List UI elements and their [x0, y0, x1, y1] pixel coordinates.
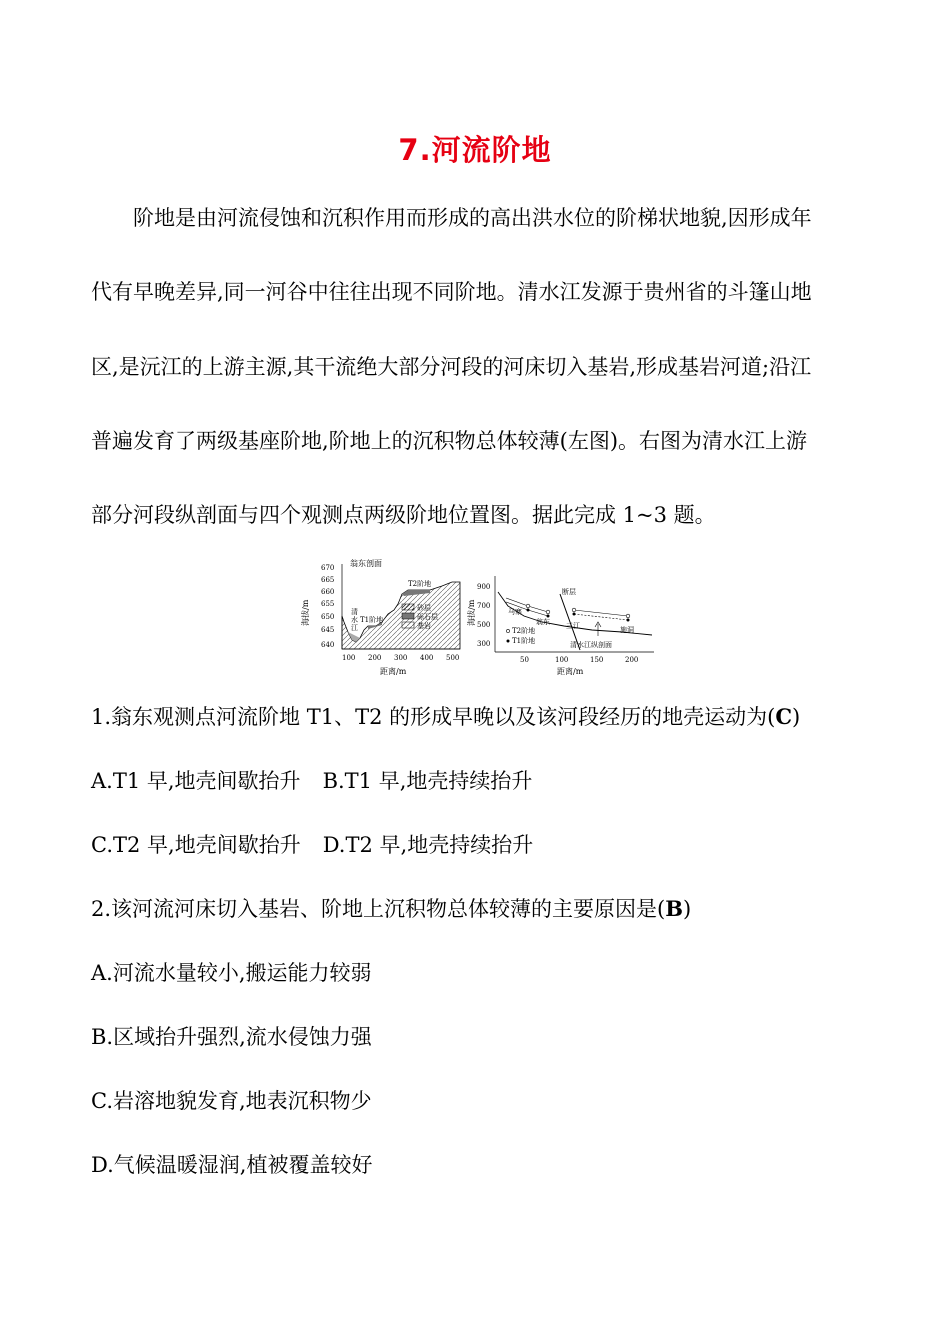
intro-line-2: 代有早晚差异,同一河谷中往往出现不同阶地。清水江发源于贵州省的斗篷山地	[91, 280, 812, 304]
legend-gravel-swatch	[402, 613, 414, 619]
left-xtick: 400	[420, 654, 434, 662]
question-2	[91, 894, 691, 924]
t2-point	[572, 608, 576, 612]
question-2-text: 2.该河流河床切入基岩、阶地上沉积物总体较薄的主要原因是(	[91, 897, 666, 921]
left-ytick: 645	[321, 626, 335, 634]
legend-t1-marker	[507, 640, 510, 643]
place-sanjiang: 三江	[566, 622, 580, 630]
left-ytick: 665	[321, 576, 335, 584]
right-y-label: 海拔/m	[467, 599, 476, 626]
fault-label: 断层	[562, 588, 576, 596]
question-1-text: 1.翁东观测点河流阶地 T1、T2 的形成早晚以及该河段经历的地壳运动为(	[91, 705, 776, 729]
place-wengdong: 翁东	[536, 618, 550, 626]
intro-line-3: 区,是沅江的上游主源,其干流绝大部分河段的河床切入基岩,形成基岩河道;沿江	[91, 355, 812, 379]
left-xtick: 100	[342, 654, 356, 662]
t1-point	[527, 609, 530, 612]
legend-t2: T2阶地	[512, 627, 536, 635]
left-ytick: 640	[321, 641, 335, 649]
right-ytick: 500	[477, 621, 491, 629]
option-2d: D.气候温暖湿润,植被覆盖较好	[91, 1153, 373, 1177]
option-1a: A.T1 早,地壳间歇抬升	[91, 769, 301, 793]
left-ytick: 660	[321, 588, 335, 596]
river-label: 江	[351, 624, 358, 632]
river-label: 清	[351, 608, 358, 616]
place-mazhai: 马寨	[508, 608, 522, 616]
right-xtick: 100	[555, 656, 569, 664]
t2-point	[526, 604, 530, 608]
question-1-close: )	[792, 705, 801, 729]
option-1c: C.T2 早,地壳间歇抬升	[91, 833, 301, 857]
left-xtick: 500	[446, 654, 460, 662]
question-1-answer: C	[775, 704, 793, 729]
legend-bedrock-swatch	[402, 622, 414, 628]
right-xtick: 150	[590, 656, 604, 664]
t2-label: T2阶地	[408, 580, 432, 588]
right-ytick: 700	[477, 602, 491, 610]
left-xtick: 200	[368, 654, 382, 662]
legend-bedrock: 基岩	[417, 622, 431, 630]
question-2-close: )	[682, 897, 692, 921]
left-x-label: 距离/m	[380, 667, 407, 676]
legend-t2-marker	[506, 629, 509, 632]
t2-point	[546, 610, 550, 614]
intro-line-4: 普遍发育了两级基座阶地,阶地上的沉积物总体较薄(左图)。右图为清水江上游	[91, 429, 808, 453]
legend-t1: T1阶地	[512, 637, 536, 645]
question-2-answer: B	[665, 896, 683, 921]
left-ytick: 670	[321, 564, 335, 572]
left-ytick: 655	[321, 600, 335, 608]
right-xtick: 50	[520, 656, 529, 664]
terrace-figure	[302, 556, 662, 681]
option-2c: C.岩溶地貌发育,地表沉积物少	[91, 1089, 372, 1113]
profile-label: 清水江纵剖面	[570, 641, 612, 649]
t1-point	[627, 619, 630, 622]
legend-sand: 砂层	[417, 604, 431, 612]
intro-line-5: 部分河段纵剖面与四个观测点两级阶地位置图。据此完成 1~3 题。	[91, 503, 716, 527]
legend-sand-swatch	[402, 604, 414, 610]
right-long-profile	[466, 576, 654, 676]
intro-line-1: 阶地是由河流侵蚀和沉积作用而形成的高出洪水位的阶梯状地貌,因形成年	[133, 206, 812, 230]
left-cross-section	[300, 558, 460, 676]
left-chart-title: 翁东剖面	[350, 559, 382, 568]
option-1d: D.T2 早,地壳持续抬升	[322, 833, 534, 857]
question-1-options-cd	[91, 830, 533, 860]
right-x-label: 距离/m	[557, 667, 584, 676]
place-shidong: 施洞	[620, 626, 634, 634]
t1-label: T1阶地	[360, 616, 384, 624]
document-title: 7.河流阶地	[398, 133, 552, 167]
question-1-options-ab	[91, 766, 532, 796]
option-1b: B.T1 早,地壳持续抬升	[322, 769, 533, 793]
left-ytick: 650	[321, 613, 335, 621]
question-1	[91, 702, 800, 732]
t2-point	[626, 614, 630, 618]
option-2a: A.河流水量较小,搬运能力较弱	[91, 961, 372, 985]
right-ytick: 300	[477, 640, 491, 648]
legend-gravel: 砾石层	[417, 613, 438, 621]
left-y-label: 海拔/m	[301, 599, 310, 626]
left-xtick: 300	[394, 654, 408, 662]
right-ytick: 900	[477, 583, 491, 591]
option-2b: B.区域抬升强烈,流水侵蚀力强	[91, 1025, 372, 1049]
river-label: 水	[351, 616, 358, 624]
right-xtick: 200	[625, 656, 639, 664]
t1-point	[573, 613, 576, 616]
